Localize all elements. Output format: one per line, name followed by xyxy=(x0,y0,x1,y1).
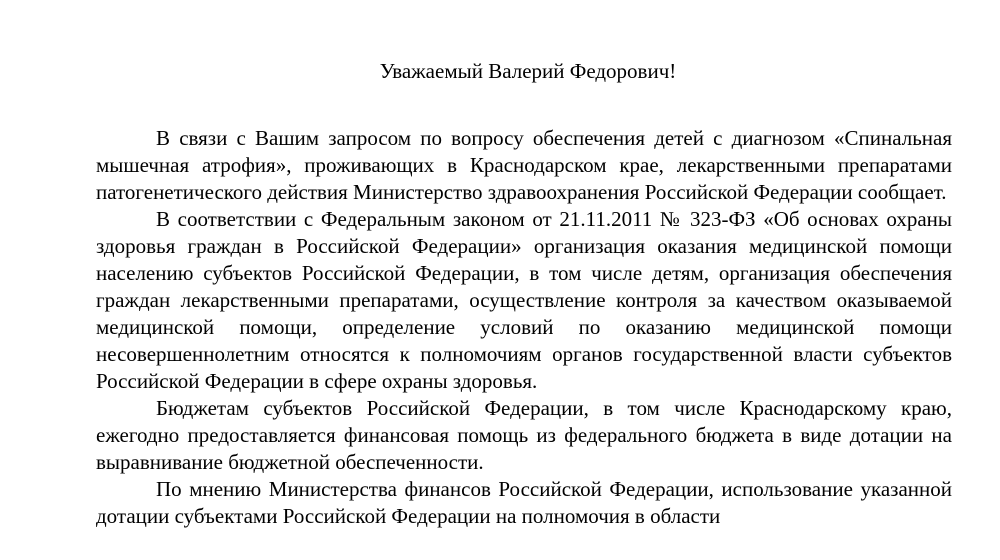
letter-paragraph-4: По мнению Министерства финансов Российской Федерации, использование указанной дотации субъектами Российской Федерации на полномочия в области xyxy=(96,477,952,528)
letter-body xyxy=(96,58,952,530)
letter-paragraph-1: В связи с Вашим запросом по вопросу обеспечения детей с диагнозом «Спинальная мышечная атрофия», проживающих в Краснодарском крае, лекарственными препаратами патогенетического действия Министерство здравоохранения Российской Федерации сообщает. xyxy=(96,126,952,204)
letter-paragraph-3: Бюджетам субъектов Российской Федерации, в том числе Краснодарскому краю, ежегодно предоставляется финансовая помощь из федерального бюджета в виде дотации на выравнивание бюджетной обеспеченности. xyxy=(96,396,952,474)
letter-salutation: Уважаемый Валерий Федорович! xyxy=(379,59,677,83)
letter-paragraph-2: В соответствии с Федеральным законом от 21.11.2011 № 323-ФЗ «Об основах охраны здоровья граждан в Российской Федерации» организация оказания медицинской помощи населению субъектов Российской Федерации, в том числе детям, организация обеспечения граждан лекарственными препаратами, осуществление контроля за качеством оказываемой медицинской помощи, определение условий по оказанию медицинской помощи несовершеннолетним относятся к полномочиям органов государственной власти субъектов Российской Федерации в сфере охраны здоровья. xyxy=(96,207,952,393)
